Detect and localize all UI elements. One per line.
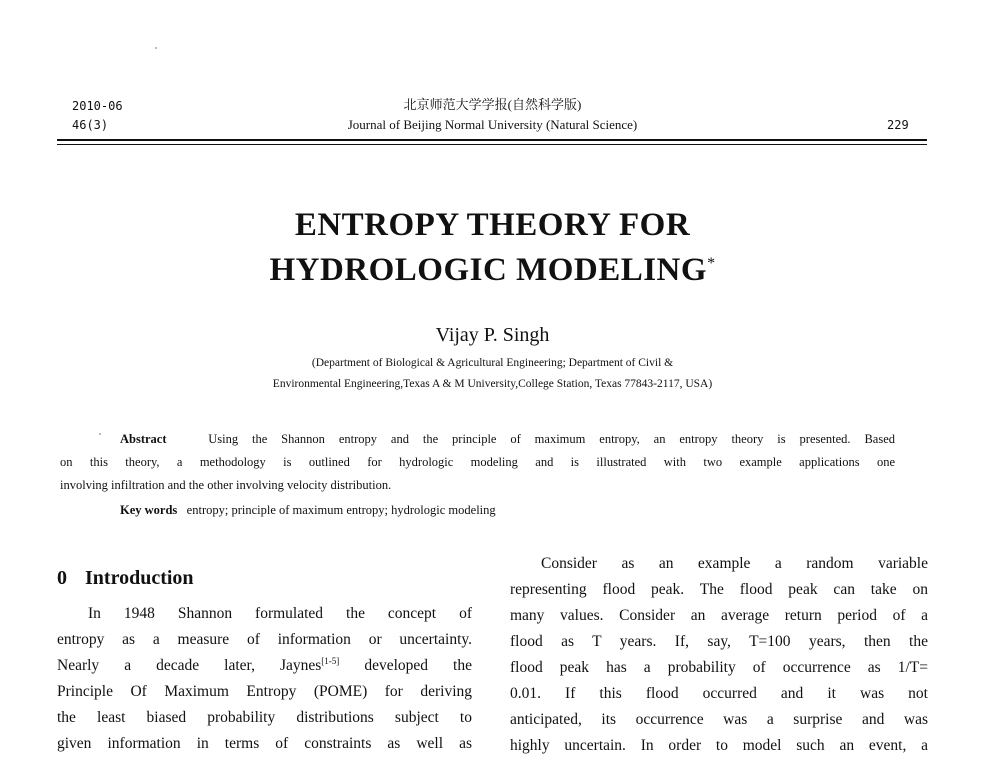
abstract-line1 bbox=[80, 428, 895, 451]
abstract-label: Abstract bbox=[120, 432, 167, 446]
header-page-number: 229 bbox=[887, 118, 909, 132]
keywords bbox=[120, 500, 496, 520]
right-line: representing flood peak. The flood peak can take on bbox=[510, 581, 928, 598]
right-line: Consider as an example a random variable bbox=[541, 555, 928, 572]
left-line bbox=[57, 653, 472, 679]
header-issue: 46(3) bbox=[72, 118, 109, 132]
affiliation-line1: (Department of Biological & Agricultural Engineering; Department of Civil & bbox=[311, 357, 674, 369]
header-date: 2010-06 bbox=[72, 99, 123, 113]
header-journal-en: Journal of Beijing Normal University (Natural Science) bbox=[347, 117, 638, 132]
left-column bbox=[57, 601, 472, 757]
right-line: flood as T years. If, say, T=100 years, then the bbox=[510, 633, 928, 650]
citation-ref: [1-5] bbox=[321, 656, 340, 666]
paper-title-text: HYDROLOGIC MODELING bbox=[269, 252, 708, 288]
affiliation-line2: Environmental Engineering,Texas A & M University,College Station, Texas 77843-2117, USA) bbox=[272, 378, 713, 390]
header-rule-thick bbox=[57, 139, 927, 141]
right-line: many values. Consider an average return period of a bbox=[510, 607, 928, 624]
right-line: flood peak has a probability of occurrence as 1/T= bbox=[510, 659, 928, 676]
header-journal-cn: 北京师范大学学报(自然科学版) bbox=[403, 97, 582, 112]
right-line: highly uncertain. In order to model such an event, a bbox=[510, 737, 928, 754]
paper-title-line1: ENTROPY THEORY FOR bbox=[294, 207, 691, 243]
left-line: entropy as a measure of information or uncertainty. bbox=[57, 631, 472, 648]
paper-title-line2 bbox=[0, 248, 985, 292]
author-name: Vijay P. Singh bbox=[435, 324, 550, 346]
abstract-text-1: Using the Shannon entropy and the principle of maximum entropy, an entropy theory is presented. Based bbox=[208, 432, 895, 446]
abstract-line3: involving infiltration and the other involving velocity distribution. bbox=[60, 478, 392, 492]
right-line: 0.01. If this flood occurred and it was not bbox=[510, 685, 928, 702]
left-line-text: Nearly a decade later, Jaynes bbox=[57, 657, 322, 674]
keywords-text: entropy; principle of maximum entropy; hydrologic modeling bbox=[186, 503, 496, 517]
title-footnote-mark: * bbox=[707, 255, 716, 272]
header-rule-thin bbox=[57, 144, 927, 145]
keywords-label: Key words bbox=[120, 503, 178, 517]
scan-speck bbox=[155, 47, 157, 49]
abstract-line2: on this theory, a methodology is outlined for hydrologic modeling and is illustrated with two example applications one bbox=[60, 455, 895, 469]
right-line: anticipated, its occurrence was a surprise and was bbox=[510, 711, 928, 728]
left-line: the least biased probability distributions subject to bbox=[57, 709, 472, 726]
section-heading bbox=[57, 564, 194, 592]
right-column bbox=[510, 551, 928, 759]
section-number: 0 bbox=[57, 567, 67, 589]
left-line: In 1948 Shannon formulated the concept of bbox=[88, 605, 472, 622]
left-line: Principle Of Maximum Entropy (POME) for deriving bbox=[57, 683, 472, 700]
left-line-text: developed the bbox=[339, 657, 472, 674]
section-title: Introduction bbox=[85, 567, 194, 589]
left-line: given information in terms of constraints as well as bbox=[57, 735, 472, 752]
abstract bbox=[60, 428, 895, 497]
